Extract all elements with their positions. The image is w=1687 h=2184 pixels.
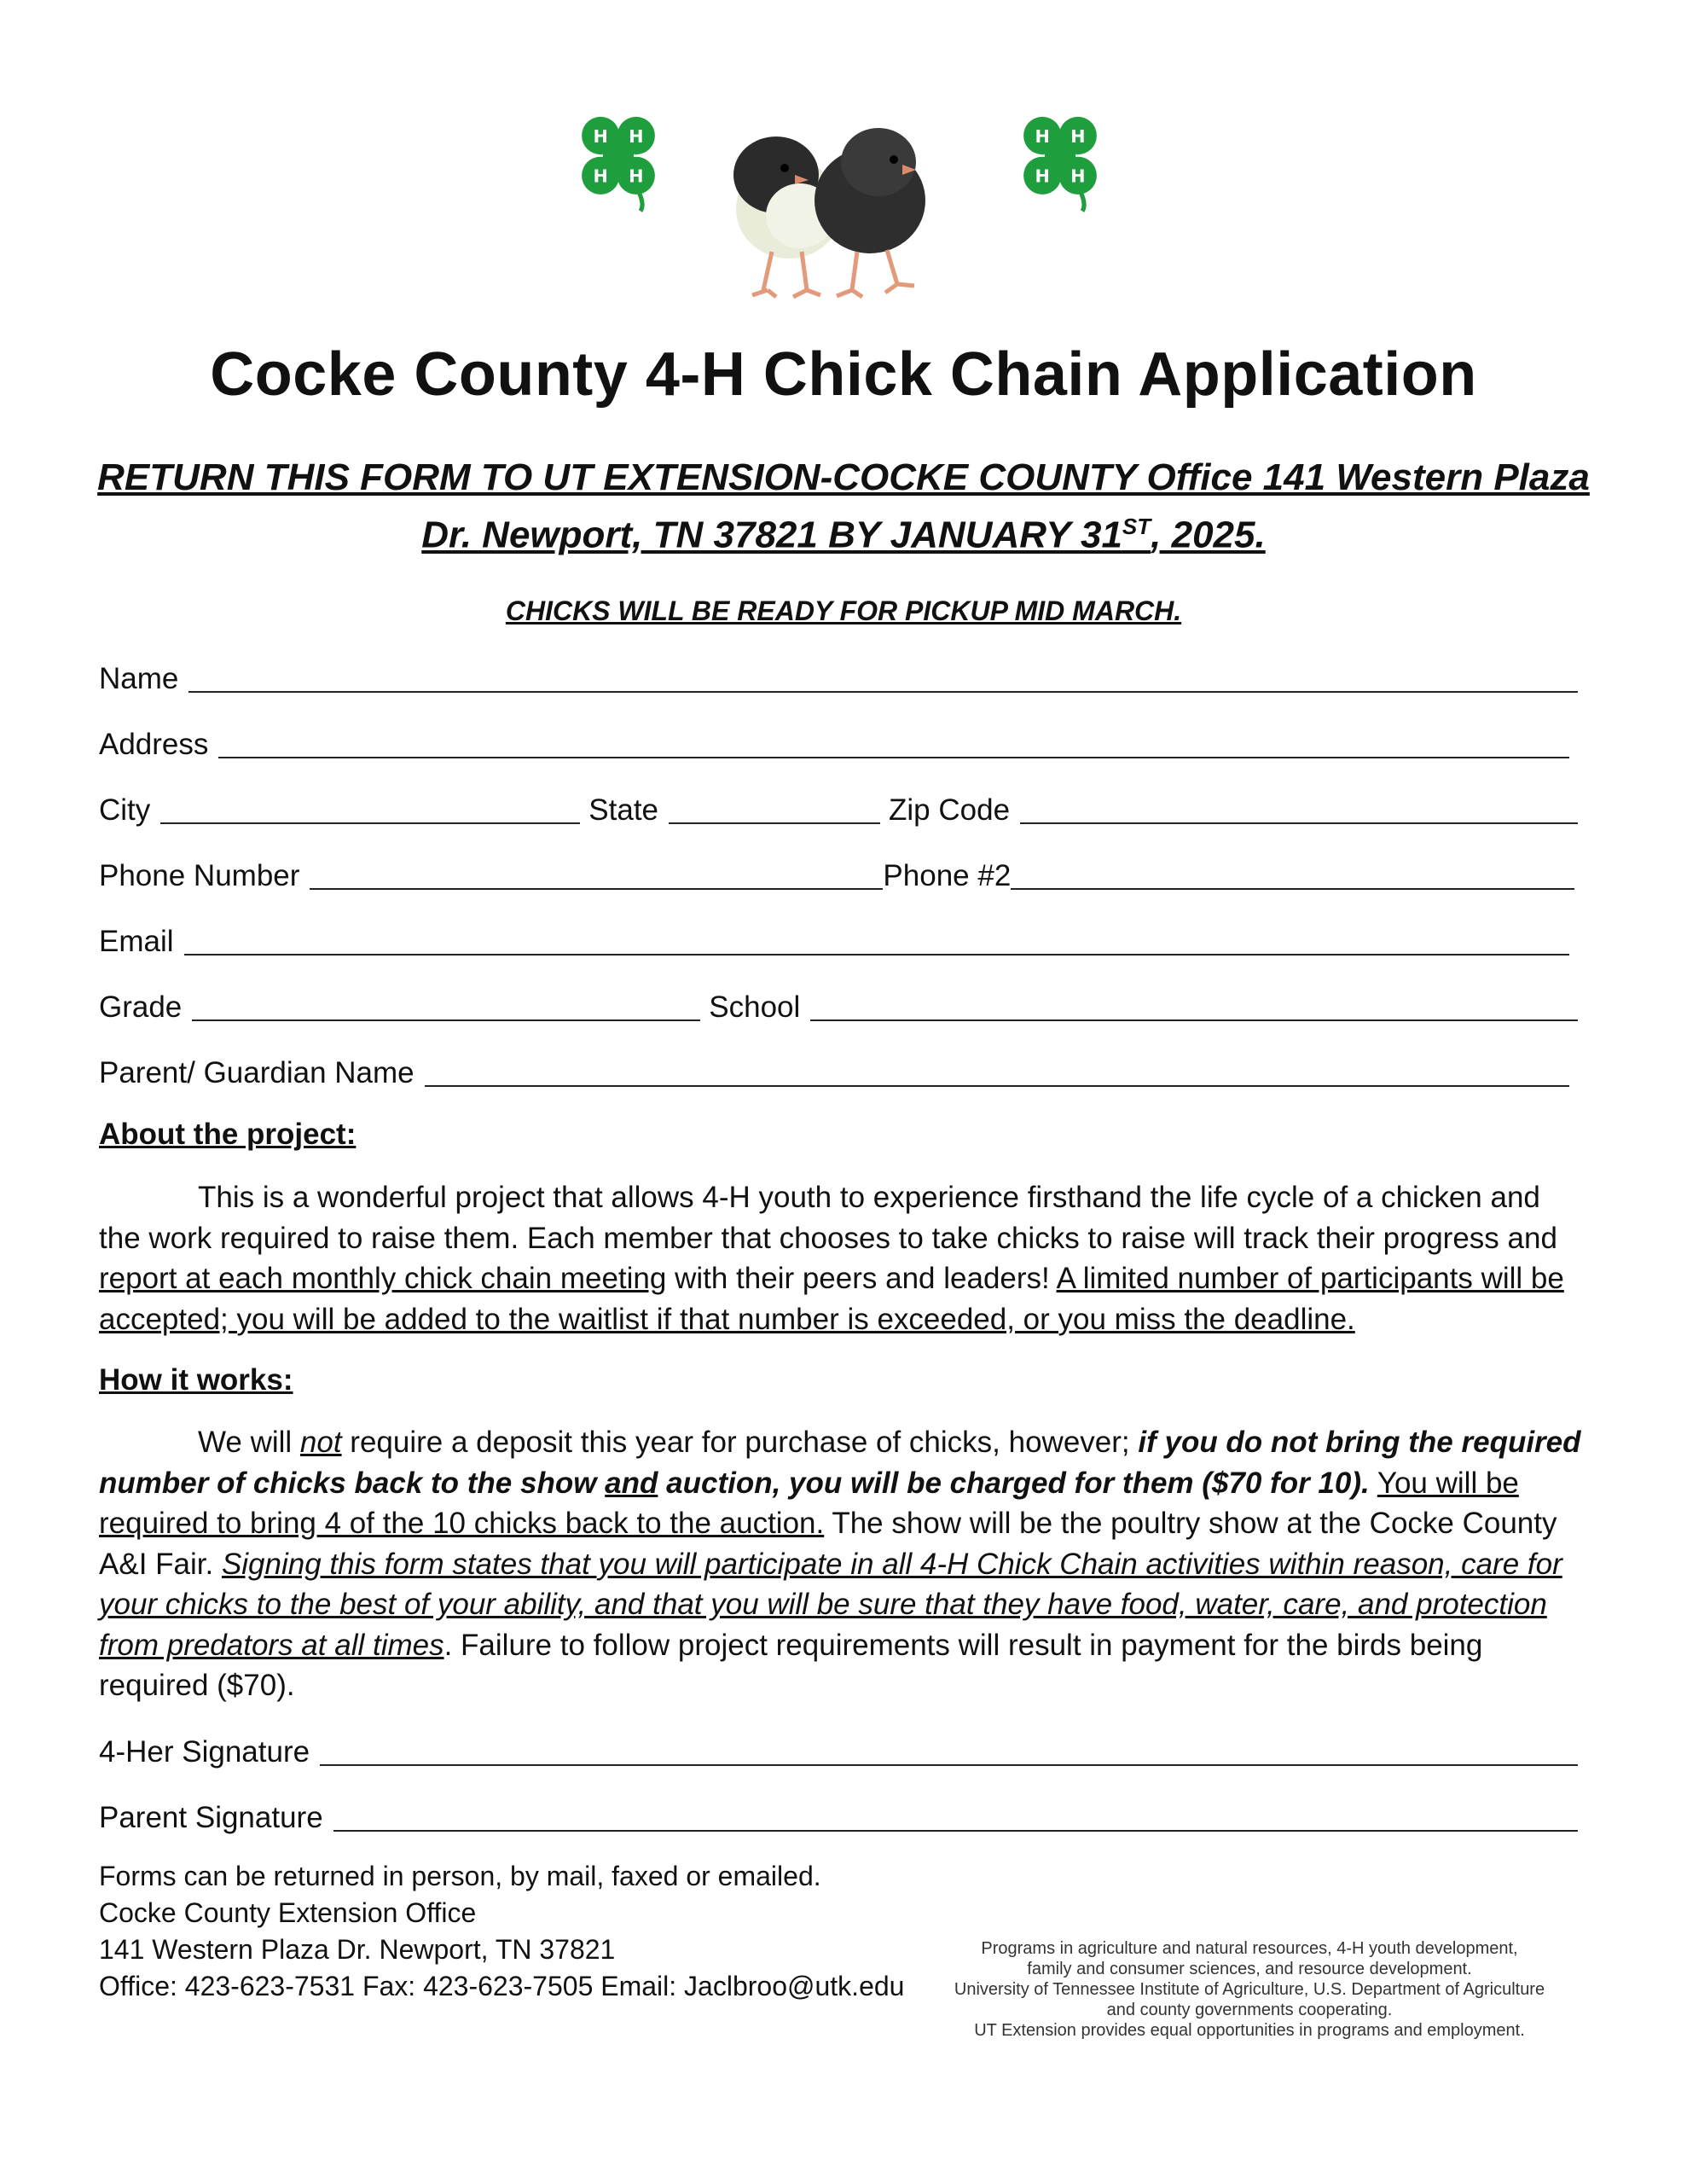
- 4h-clover-logo-left: [563, 102, 674, 213]
- extension-disclaimer: [908, 1938, 1591, 2041]
- parent-signature-field[interactable]: [333, 1804, 1578, 1832]
- disclaimer-line: family and consumer sciences, and resource development.: [1027, 1960, 1472, 1978]
- page-title: Cocke County 4-H Chick Chain Application: [210, 340, 1477, 409]
- name-row: [99, 659, 1578, 696]
- svg-text:H: H: [1070, 166, 1086, 187]
- grade-school-row: [99, 987, 1578, 1025]
- 4her-signature-field[interactable]: [320, 1739, 1578, 1766]
- address-row: [99, 724, 1578, 762]
- email-label: Email: [99, 925, 174, 958]
- 4her-signature-label: 4-Her Signature: [99, 1735, 310, 1769]
- svg-text:H: H: [1035, 166, 1050, 187]
- phone-row: [99, 856, 1578, 893]
- phone-label: Phone Number: [99, 859, 300, 892]
- contact-info: [99, 1858, 904, 2005]
- svg-text:H: H: [1035, 125, 1050, 147]
- address-field[interactable]: [218, 731, 1569, 758]
- city-label: City: [99, 793, 151, 827]
- how-heading: How it works:: [99, 1363, 293, 1397]
- svg-text:H: H: [593, 166, 608, 187]
- office-phone-fax-email: Office: 423-623-7531 Fax: 423-623-7505 Email: Jaclbroo@utk.edu: [99, 1971, 905, 2001]
- parent-name-row: [99, 1053, 1578, 1090]
- state-field[interactable]: [669, 797, 880, 824]
- name-field[interactable]: [188, 665, 1578, 693]
- office-address: 141 Western Plaza Dr. Newport, TN 37821: [99, 1934, 616, 1965]
- return-instructions-line2: Dr. Newport, TN 37821 BY JANUARY 31ST, 2025.: [421, 514, 1266, 556]
- parent-signature-label: Parent Signature: [99, 1801, 323, 1834]
- address-label: Address: [99, 728, 209, 761]
- svg-text:H: H: [629, 166, 644, 187]
- state-label: State: [588, 793, 659, 827]
- office-name: Cocke County Extension Office: [99, 1897, 477, 1928]
- about-heading: About the project:: [99, 1118, 357, 1151]
- city-field[interactable]: [160, 797, 580, 824]
- chicks-photo: [699, 115, 955, 311]
- phone-field[interactable]: [310, 863, 883, 890]
- disclaimer-line: and county governments cooperating.: [1106, 2001, 1393, 2019]
- school-field[interactable]: [810, 994, 1578, 1021]
- svg-text:H: H: [629, 125, 644, 147]
- parent-name-field[interactable]: [425, 1060, 1569, 1087]
- parent-name-label: Parent/ Guardian Name: [99, 1056, 415, 1089]
- email-field[interactable]: [184, 928, 1569, 956]
- email-row: [99, 921, 1578, 959]
- disclaimer-line: Programs in agriculture and natural resources, 4-H youth development,: [981, 1939, 1518, 1958]
- phone2-label: Phone #2: [883, 859, 1012, 892]
- grade-label: Grade: [99, 990, 183, 1024]
- pickup-note: CHICKS WILL BE READY FOR PICKUP MID MARCH.: [505, 595, 1182, 626]
- svg-text:H: H: [1070, 125, 1086, 147]
- school-label: School: [709, 990, 801, 1024]
- return-instructions-line1: RETURN THIS FORM TO UT EXTENSION-COCKE COUNTY Office 141 Western Plaza: [97, 456, 1590, 498]
- phone2-field[interactable]: [1011, 863, 1574, 890]
- grade-field[interactable]: [192, 994, 700, 1021]
- disclaimer-line: University of Tennessee Institute of Agriculture, U.S. Department of Agriculture: [954, 1980, 1545, 1999]
- name-label: Name: [99, 662, 179, 695]
- 4h-clover-logo-right: [1005, 102, 1116, 213]
- city-state-zip-row: [99, 790, 1578, 828]
- how-paragraph: We will not require a deposit this year for purchase of chicks, however; if you do not bring the required number of chicks back to the show and auction, you will be charged for them ($70 for 10). You will be required to bring 4 of the 10 chicks back to the auction. The show will be the poultry show at the Cocke County A&I Fair. Signing this form states that you will participate in all 4-H Chick Chain activities within reason, care for your chicks to the best of your ability, and that you will be sure that they have food, water, care, and protection from predators at all times. Failure to follow project requirements will result in payment for the birds being required ($70).: [99, 1426, 1581, 1702]
- return-methods: Forms can be returned in person, by mail, faxed or emailed.: [99, 1861, 821, 1891]
- zip-label: Zip Code: [889, 793, 1011, 827]
- svg-text:H: H: [593, 125, 608, 147]
- zip-field[interactable]: [1020, 797, 1578, 824]
- parent-signature-row: [99, 1798, 1578, 1835]
- 4her-signature-row: [99, 1732, 1578, 1769]
- disclaimer-line: UT Extension provides equal opportunities in programs and employment.: [974, 2021, 1525, 2040]
- about-paragraph: This is a wonderful project that allows 4-H youth to experience firsthand the life cycle of a chicken and the work required to raise them. Each member that chooses to take chicks to raise will track their progress and report at each monthly chick chain meeting with their peers and leaders! A limited number of participants will be accepted; you will be added to the waitlist if that number is exceeded, or you miss the deadline.: [99, 1181, 1564, 1336]
